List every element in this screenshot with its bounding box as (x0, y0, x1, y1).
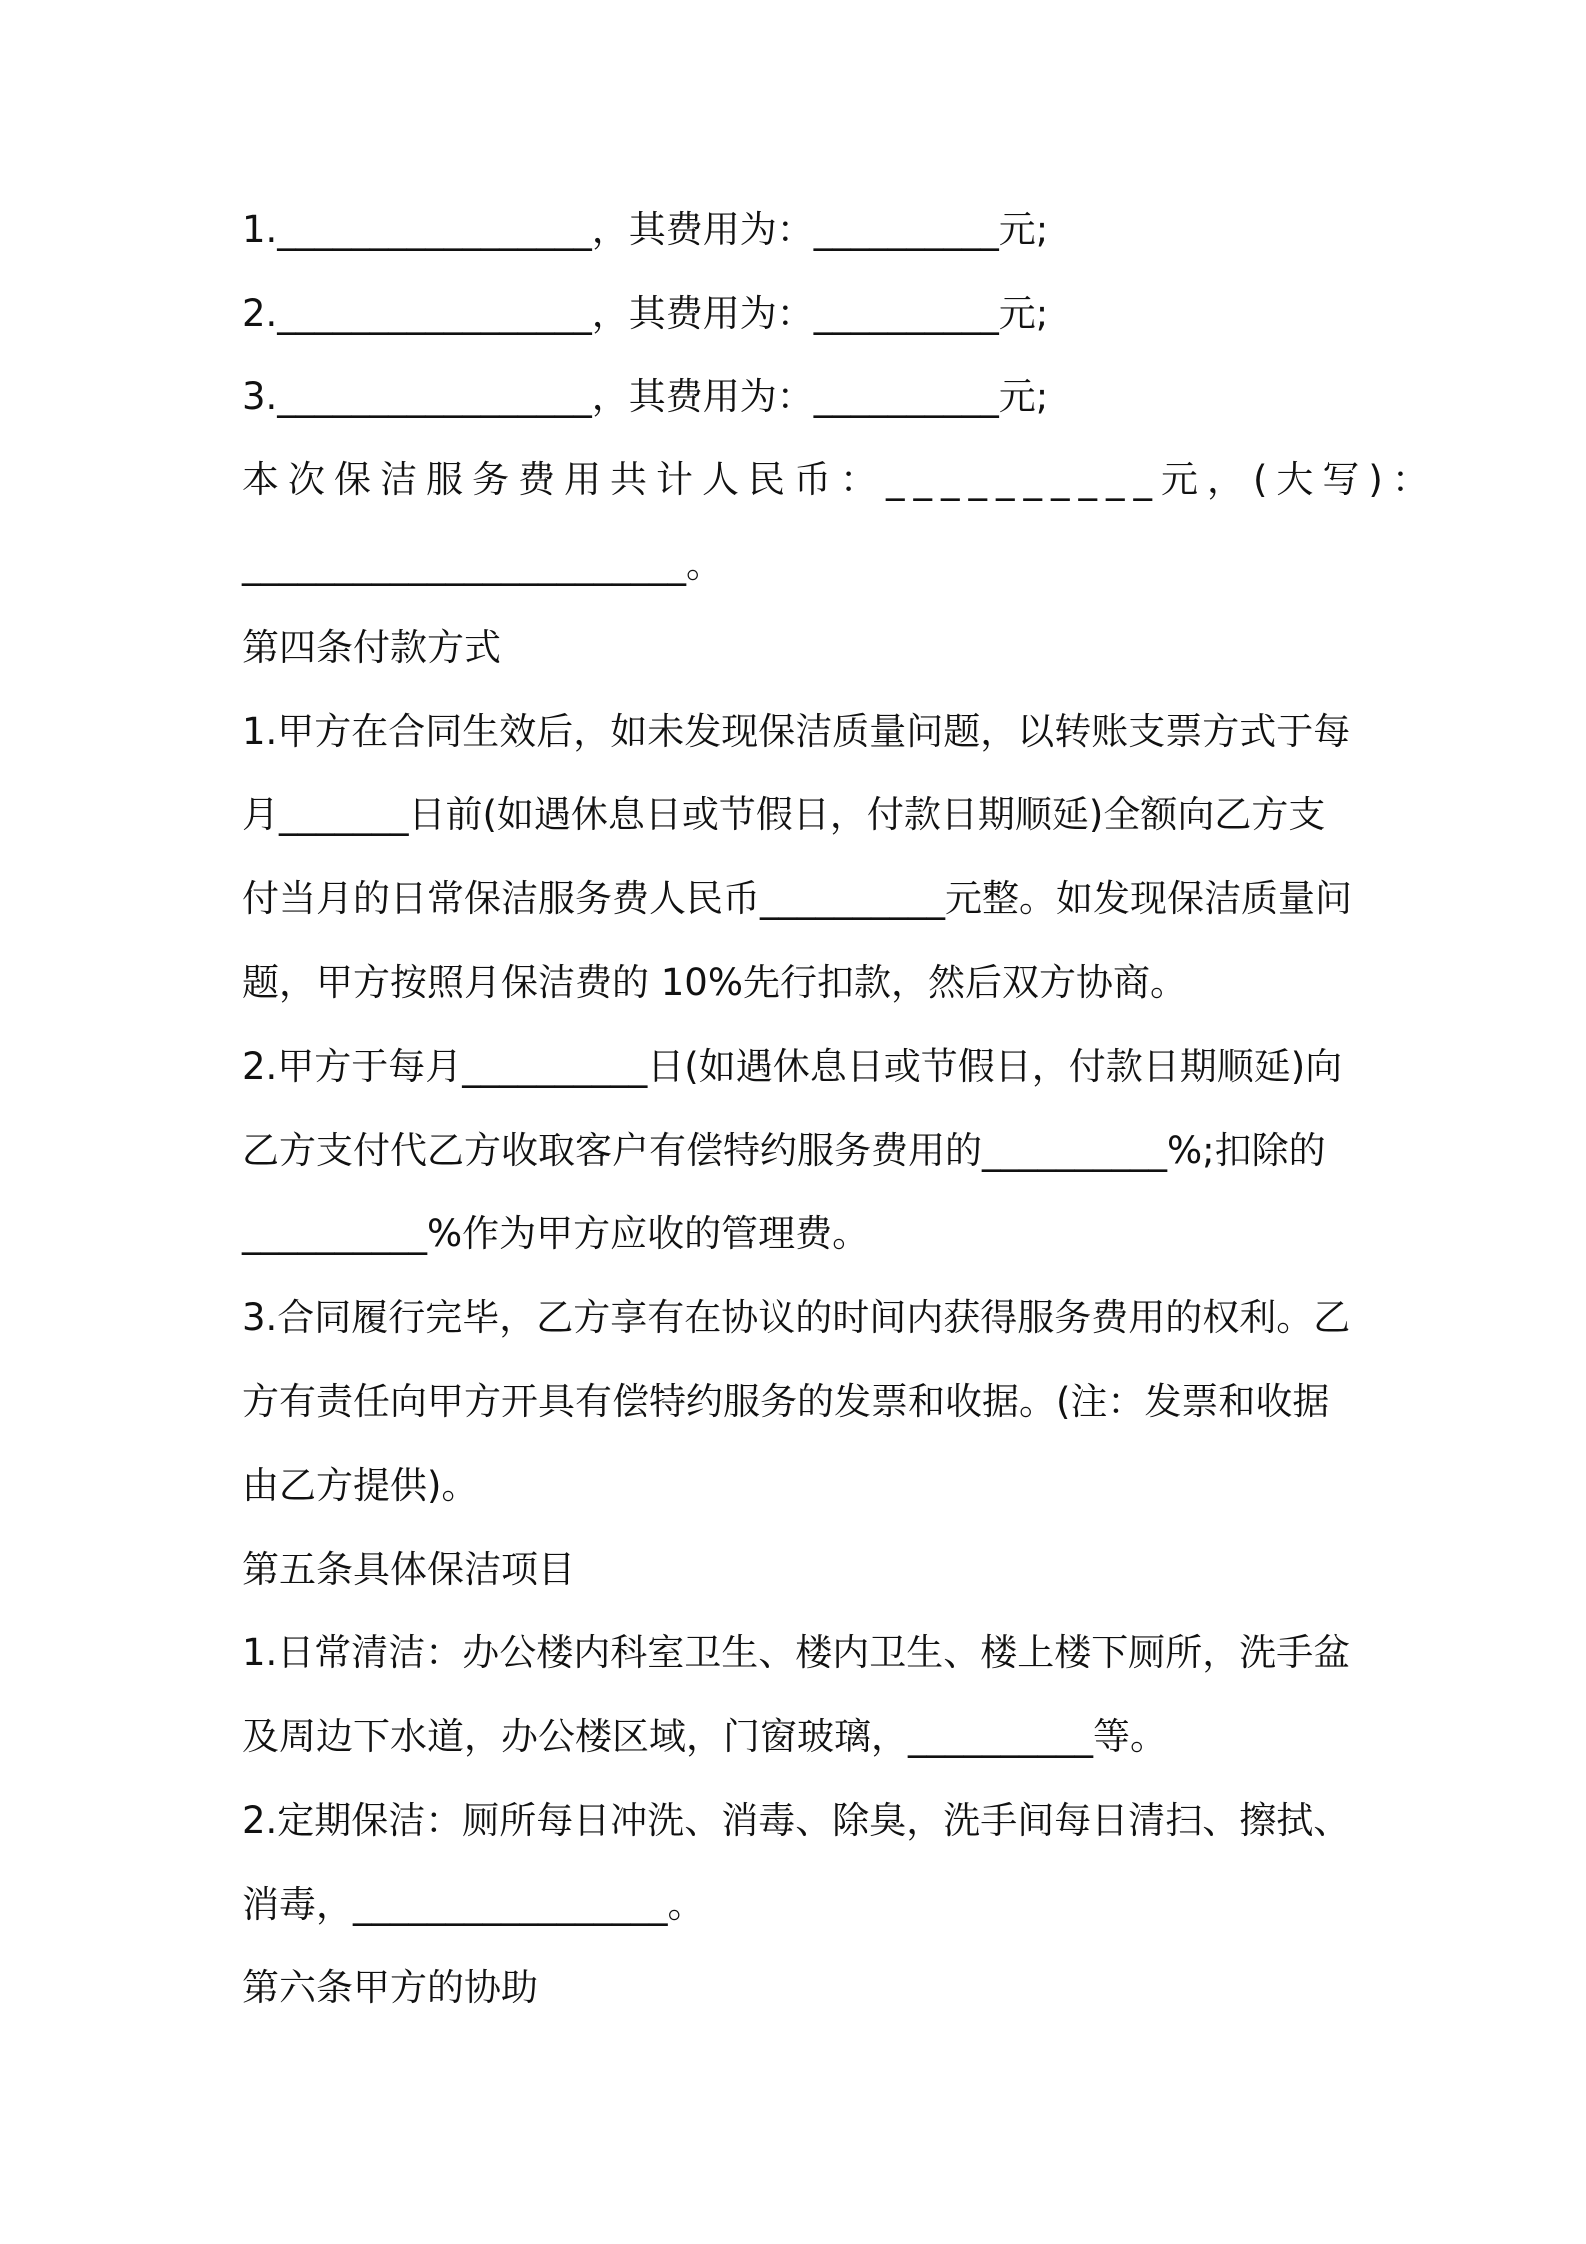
paragraph-line: 1.甲方在合同生效后，如未发现保洁质量问题，以转账支票方式于每 (242, 710, 1351, 753)
fee-total-uppercase-blank: ________________________。 (242, 543, 723, 586)
paragraph-line: 方有责任向甲方开具有偿特约服务的发票和收据。(注：发票和收据 (242, 1380, 1330, 1423)
section-heading-party-a-assistance: 第六条甲方的协助 (242, 1966, 538, 2009)
paragraph-line: 2.定期保洁：厕所每日冲洗、消毒、除臭，洗手间每日清扫、擦拭、 (242, 1799, 1351, 1842)
paragraph-line: __________%作为甲方应收的管理费。 (242, 1212, 870, 1255)
paragraph-line: 消毒，_________________。 (242, 1883, 705, 1926)
section-heading-payment: 第四条付款方式 (242, 626, 501, 669)
paragraph-line: 付当月的日常保洁服务费人民币__________元整。如发现保洁质量问 (242, 877, 1352, 920)
paragraph-line: 及周边下水道，办公楼区域，门窗玻璃，__________等。 (242, 1715, 1167, 1758)
fee-item-2: 2._________________，其费用为：__________元; (242, 292, 1049, 335)
fee-item-3: 3._________________，其费用为：__________元; (242, 375, 1049, 418)
paragraph-line: 题，甲方按照月保洁费的 10%先行扣款，然后双方协商。 (242, 961, 1187, 1004)
paragraph-line: 由乙方提供)。 (242, 1464, 479, 1507)
section-heading-cleaning-items: 第五条具体保洁项目 (242, 1548, 575, 1591)
fee-item-1: 1._________________，其费用为：__________元; (242, 208, 1049, 251)
paragraph-line: 乙方支付代乙方收取客户有偿特约服务费用的__________%;扣除的 (242, 1129, 1326, 1172)
paragraph-line: 2.甲方于每月__________日(如遇休息日或节假日，付款日期顺延)向 (242, 1045, 1343, 1088)
paragraph-line: 月_______日前(如遇休息日或节假日，付款日期顺延)全额向乙方支 (242, 793, 1326, 836)
fee-total-line: 本次保洁服务费用共计人民币：__________元，(大写)： (242, 458, 1438, 501)
paragraph-line: 3.合同履行完毕，乙方享有在协议的时间内获得服务费用的权利。乙 (242, 1296, 1351, 1339)
paragraph-line: 1.日常清洁：办公楼内科室卫生、楼内卫生、楼上楼下厕所，洗手盆 (242, 1631, 1351, 1674)
